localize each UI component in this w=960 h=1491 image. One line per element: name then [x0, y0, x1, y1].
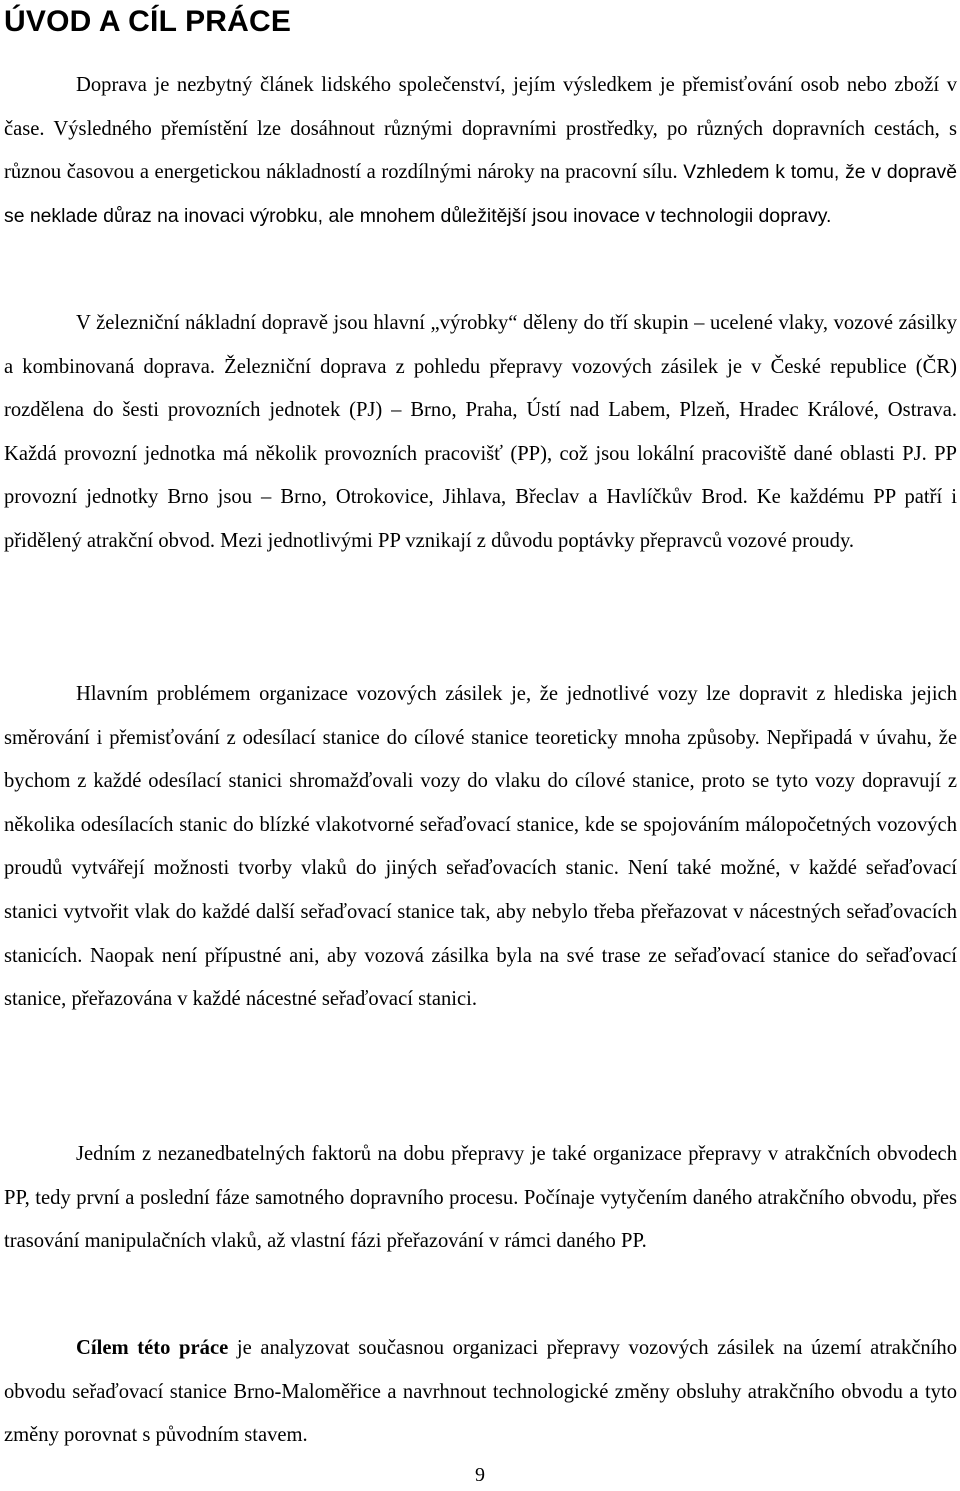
goal-heading-bold: Cílem této práce [76, 1337, 229, 1359]
page-number: 9 [475, 1464, 485, 1486]
page-title: ÚVOD A CÍL PRÁCE [4, 5, 292, 38]
paragraph-transport-time-factor: Jedním z nezanedbatelných faktorů na dobu přepravy je také organizace přepravy v atrakčních obvodech PP, tedy první a poslední fáze samotného dopravního procesu. Počínaje vytyčením daného atrakčního obvodu, přes trasování manipulačních vlaků, až vlastní fázi přeřazování v rámci daného PP. [4, 1143, 957, 1253]
goal-text: je analyzovat současnou organizaci přepravy vozových zásilek na území atrakčního obvodu seřaďovací stanice Brno-Maloměřice a navrhnout technologické změny obsluhy atrakčního obvodu a tyto změny porovnat s původním stavem. [4, 1337, 957, 1447]
paragraph-intro [4, 64, 957, 238]
paragraph-main-problem: Hlavním problémem organizace vozových zásilek je, že jednotlivé vozy lze dopravit z hlediska jejich směrování i přemisťování z odesílací stanice do cílové stanice teoreticky mnoha způsoby. Nepřipadá v úvahu, že bychom z každé odesílací stanici shromažďovali vozy do vlaku do cílové stanice, proto se tyto vozy dopravují z několika odesílacích stanic do blízké vlakotvorné seřaďovací stanice, kde se spojováním málopočetných vozových proudů vytvářejí možnosti tvorby vlaků do jiných seřaďovacích stanic. Není také možné, v každé seřaďovací stanici vytvořit vlak do každé další seřaďovací stanice tak, aby nebylo třeba přeřazovat v nácestných seřaďovacích stanicích. Naopak není přípustné ani, aby vozová zásilka byla na své trase ze seřaďovací stanice do seřaďovací stanice, přeřazována v každé nácestné seřaďovací stanici. [4, 683, 957, 1011]
paragraph-intro-sans-text: Vzhledem k tomu, že v dopravě se neklade důraz na inovaci výrobku, ale mnohem důležitější jsou inovace v technologii dopravy. [4, 161, 958, 227]
paragraph-goal [4, 1327, 957, 1458]
paragraph-intro-text: Doprava je nezbytný článek lidského společenství, jejím výsledkem je přemisťování osob nebo zboží v čase. Výsledného přemístění lze dosáhnout různými dopravními prostředky, po různých dopravních cestách, s různou časovou a energetickou nákladností a rozdílnými nároky na pracovní sílu. [4, 74, 957, 184]
paragraph-freight-products: V železniční nákladní dopravě jsou hlavní „výrobky“ děleny do tří skupin – ucelené vlaky, vozové zásilky a kombinovaná doprava. Železniční doprava z pohledu přepravy vozových zásilek je v České republice (ČR) rozdělena do šesti provozních jednotek (PJ) – Brno, Praha, Ústí nad Labem, Plzeň, Hradec Králové, Ostrava. Každá provozní jednotka má několik provozních pracovišť (PP), což jsou lokální pracoviště dané oblasti PJ. PP provozní jednotky Brno jsou – Brno, Otrokovice, Jihlava, Břeclav a Havlíčkův Brod. Ke každému PP patří i přidělený atrakční obvod. Mezi jednotlivými PP vznikají z důvodu poptávky přepravců vozové proudy. [4, 312, 957, 552]
